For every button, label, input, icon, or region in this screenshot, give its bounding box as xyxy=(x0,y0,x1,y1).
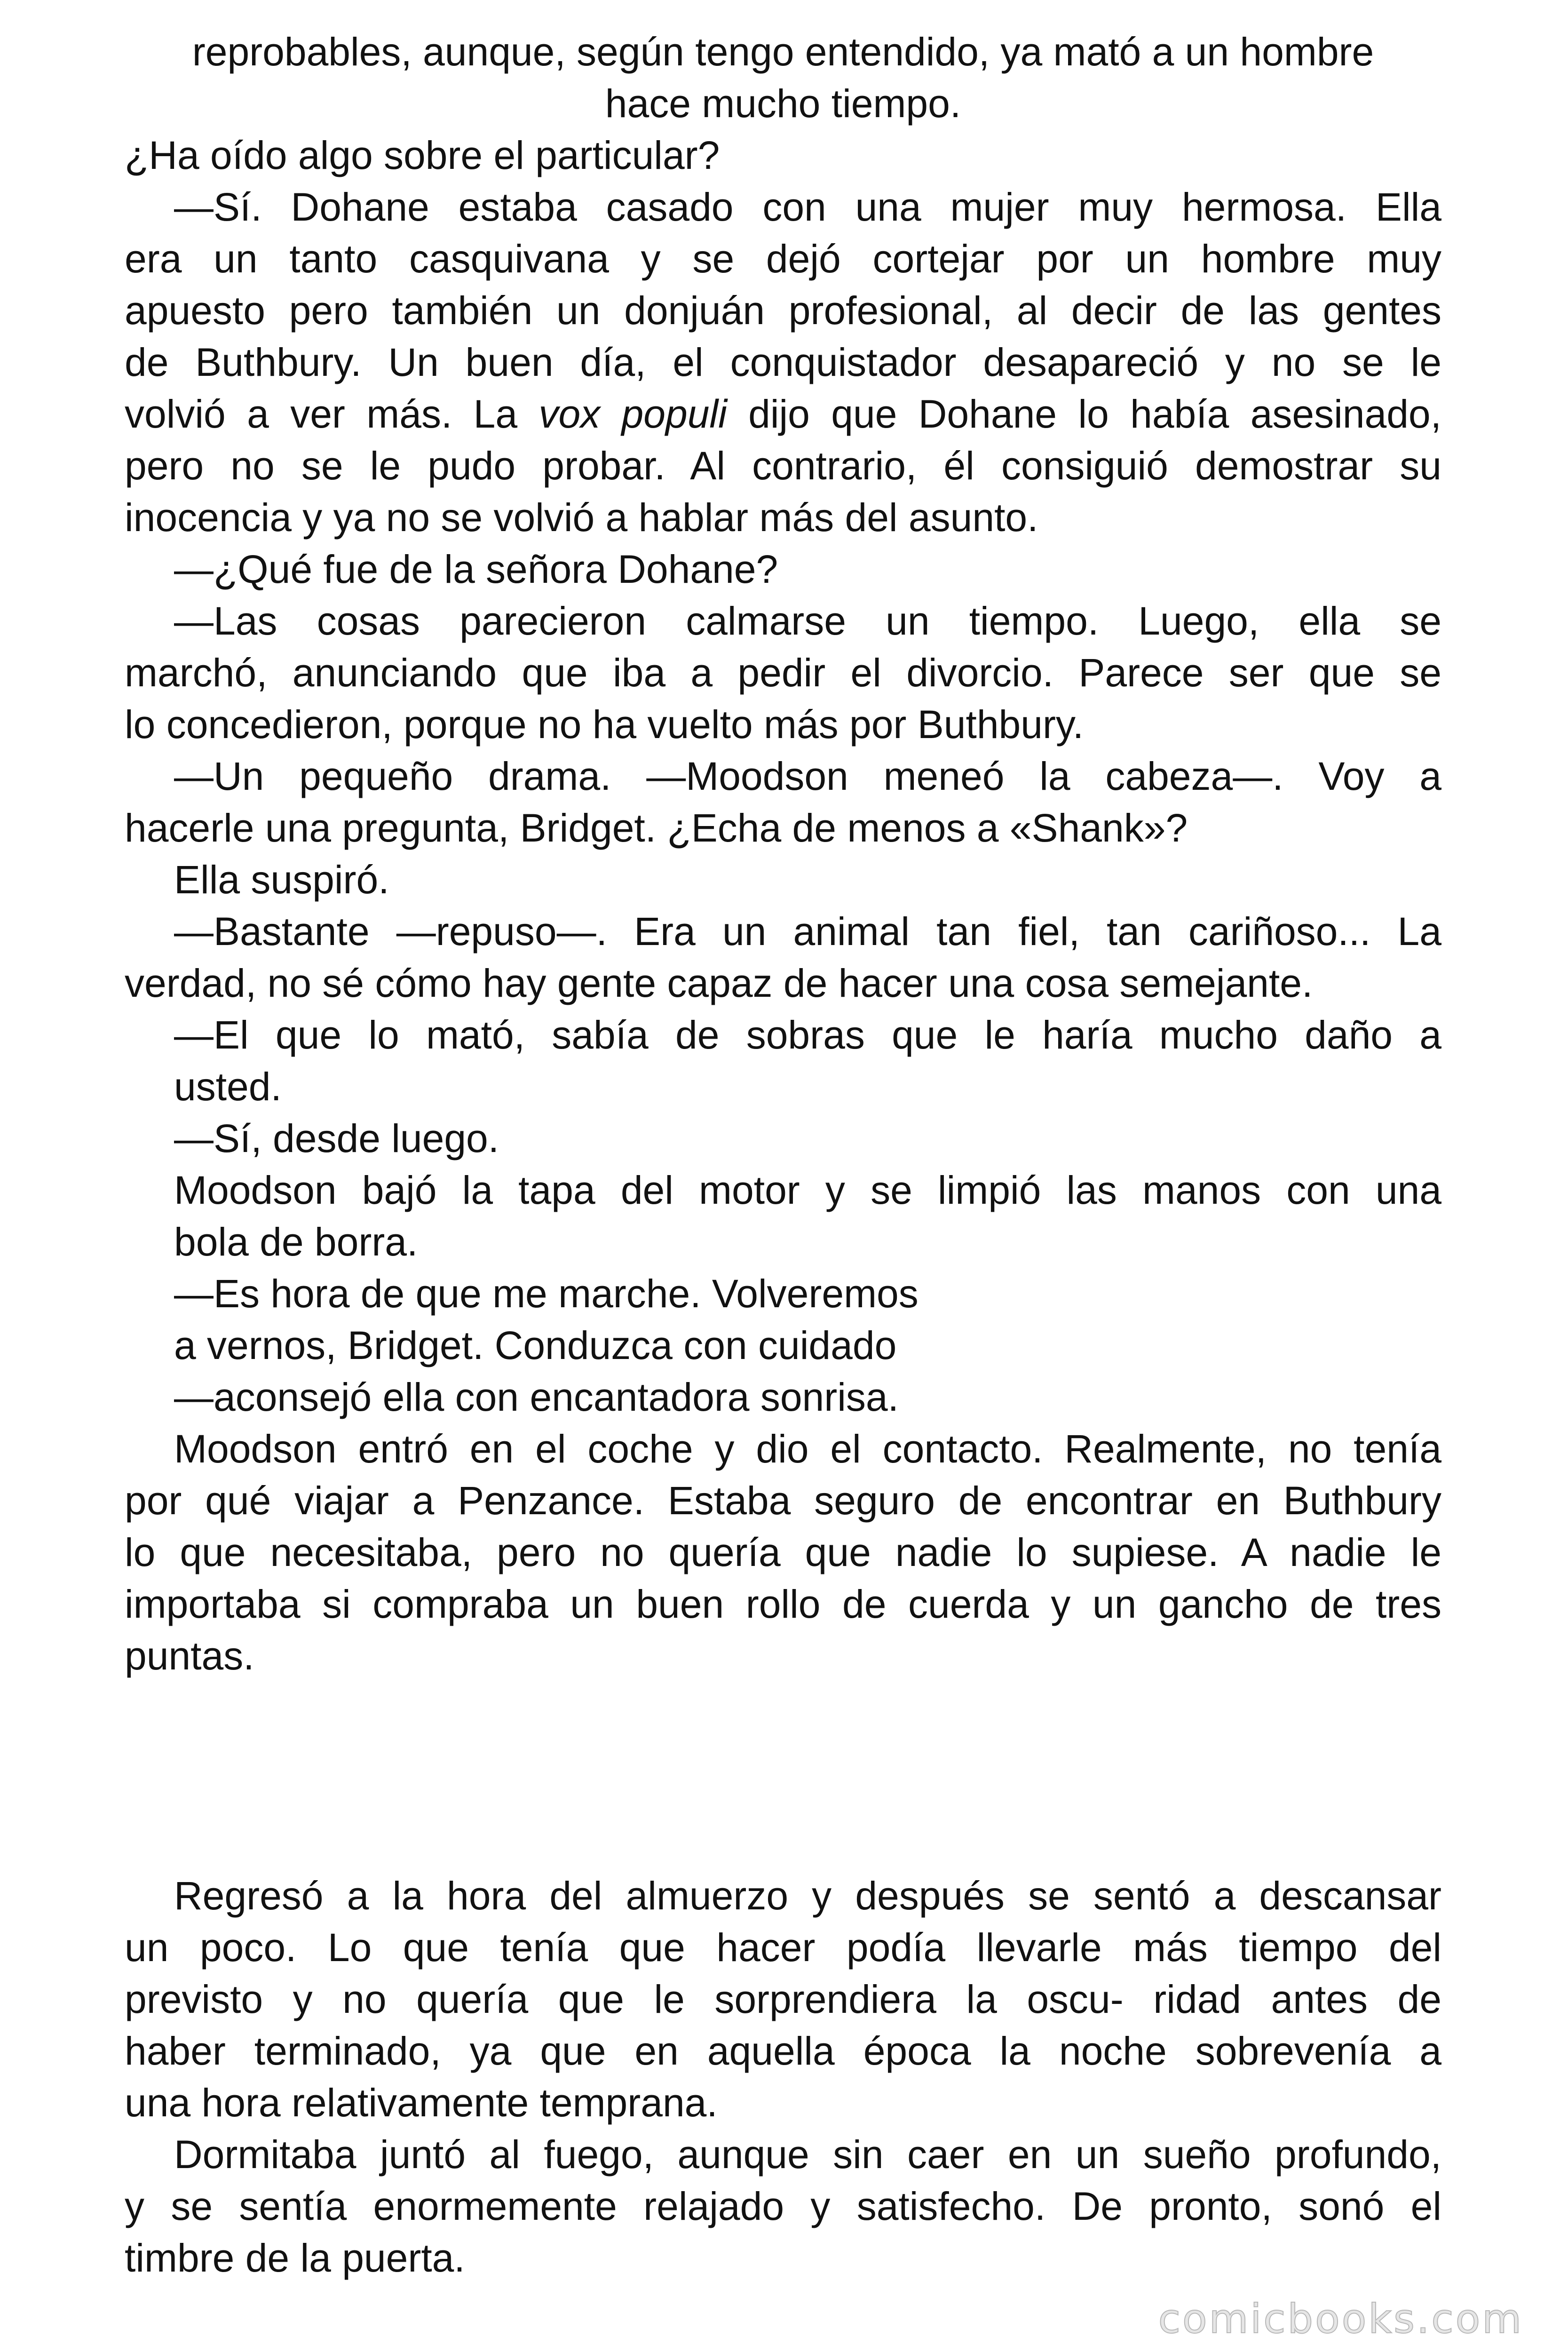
text-line: Regresó a la hora del almuerzo y después se sentó a descansar xyxy=(174,1874,1441,1918)
text-line: bola de borra. xyxy=(174,1220,418,1264)
text-line: timbre de la puerta. xyxy=(125,2236,465,2280)
text-line: lo que necesitaba, pero no quería que nadie lo supiese. A nadie le xyxy=(125,1530,1441,1574)
text-line: por qué viajar a Penzance. Estaba seguro de encontrar en Buthbury xyxy=(125,1478,1441,1523)
text-line: a vernos, Bridget. Conduzca con cuidado xyxy=(174,1323,897,1367)
text-line: —Sí. Dohane estaba casado con una mujer muy hermosa. Ella xyxy=(174,185,1441,229)
text-line: —aconsejó ella con encantadora sonrisa. xyxy=(174,1375,899,1419)
text-line: una hora relativamente temprana. xyxy=(125,2081,718,2125)
text-line: Ella suspiró. xyxy=(174,858,389,902)
text-block-top xyxy=(125,26,1441,1682)
text-block-bottom xyxy=(125,1870,1441,2284)
text-line: puntas. xyxy=(125,1634,254,1678)
text-line: y se sentía enormemente relajado y satisfecho. De pronto, sonó el xyxy=(125,2184,1441,2228)
text-line: lo concedieron, porque no ha vuelto más por Buthbury. xyxy=(125,702,1084,747)
text-line: apuesto pero también un donjuán profesional, al decir de las gentes xyxy=(125,288,1441,333)
text-line-with-italic xyxy=(125,388,1441,440)
text-line: reprobables, aunque, según tengo entendido, ya mató a un hombre xyxy=(192,30,1374,74)
text-line: —Un pequeño drama. —Moodson meneó la cabeza—. Voy a xyxy=(174,754,1441,798)
text-line: importaba si compraba un buen rollo de cuerda y un gancho de tres xyxy=(125,1582,1441,1626)
text-line: verdad, no sé cómo hay gente capaz de hacer una cosa semejante. xyxy=(125,961,1313,1005)
text-line: pero no se le pudo probar. Al contrario, él consiguió demostrar su xyxy=(125,444,1441,488)
text-line: haber terminado, ya que en aquella época la noche sobrevenía a xyxy=(125,2029,1441,2073)
text-span: volvió a ver más. La xyxy=(125,392,539,436)
text-line: era un tanto casquivana y se dejó cortejar por un hombre muy xyxy=(125,237,1441,281)
italic-latin-phrase: vox populi xyxy=(539,392,727,436)
text-line: —¿Qué fue de la señora Dohane? xyxy=(174,547,778,591)
text-line: Moodson bajó la tapa del motor y se limpió las manos con una xyxy=(174,1168,1441,1212)
text-line: previsto y no quería que le sorprendiera la oscu- ridad antes de xyxy=(125,1977,1441,2021)
text-line: un poco. Lo que tenía que hacer podía llevarle más tiempo del xyxy=(125,1925,1441,1970)
text-line: inocencia y ya no se volvió a hablar más del asunto. xyxy=(125,495,1038,540)
text-line: —El que lo mató, sabía de sobras que le haría mucho daño a xyxy=(174,1013,1441,1057)
text-line: —Las cosas parecieron calmarse un tiempo. Luego, ella se xyxy=(174,599,1441,643)
text-line: Moodson entró en el coche y dio el contacto. Realmente, no tenía xyxy=(174,1427,1441,1471)
text-line: —Es hora de que me marche. Volveremos xyxy=(174,1271,919,1316)
watermark: comicbooks.com xyxy=(1158,2296,1523,2343)
text-line: hacerle una pregunta, Bridget. ¿Echa de menos a «Shank»? xyxy=(125,806,1188,850)
text-line: ¿Ha oído algo sobre el particular? xyxy=(125,133,720,177)
text-span: dijo que Dohane lo había asesinado, xyxy=(727,392,1441,436)
text-line: marchó, anunciando que iba a pedir el divorcio. Parece ser que se xyxy=(125,651,1441,695)
text-line: usted. xyxy=(174,1065,282,1109)
text-line: hace mucho tiempo. xyxy=(605,81,961,126)
text-line: —Bastante —repuso—. Era un animal tan fiel, tan cariñoso... La xyxy=(174,909,1441,954)
text-line: de Buthbury. Un buen día, el conquistador desapareció y no se le xyxy=(125,340,1441,384)
text-line: —Sí, desde luego. xyxy=(174,1116,499,1160)
text-line: Dormitaba juntó al fuego, aunque sin caer en un sueño profundo, xyxy=(174,2132,1441,2177)
scene-separator xyxy=(0,1722,1568,1773)
